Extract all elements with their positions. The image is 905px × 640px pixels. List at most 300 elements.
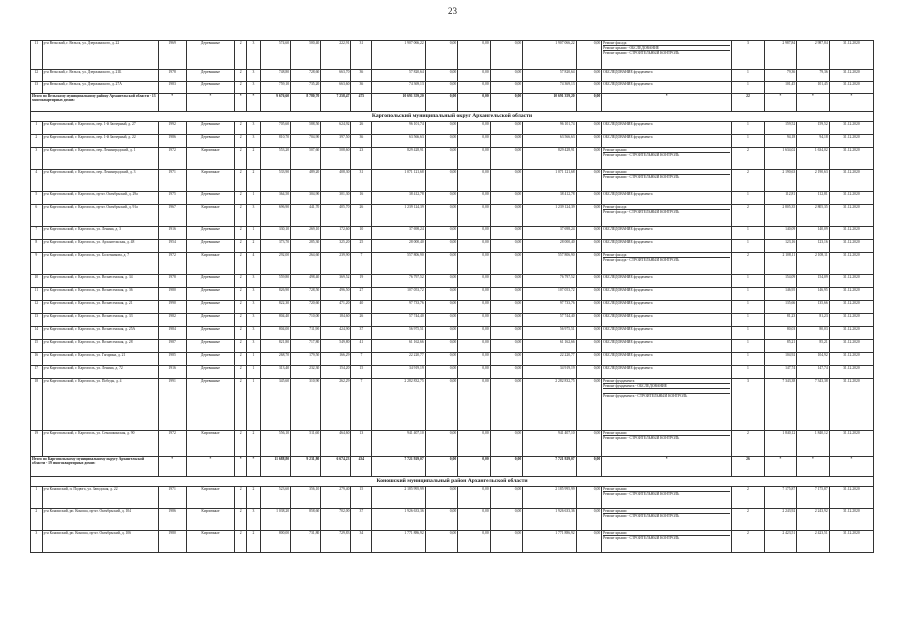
cell-f3: 0,00	[490, 192, 523, 205]
cell-no: 2	[31, 509, 43, 531]
cell-year: 1978	[158, 275, 186, 288]
works-cell	[602, 340, 732, 353]
cell-f5: 0,00	[576, 366, 602, 379]
cell-f4: 76 797,52	[523, 275, 576, 288]
cell-res: 26	[351, 205, 372, 227]
cell-a1: 523,60	[260, 487, 290, 509]
work-item: ОБСЛЕДОВАНИЕ фундамента	[603, 340, 653, 344]
cell-f2: 0,00	[458, 82, 491, 94]
cell-q: 1	[732, 135, 765, 148]
cell-year: 1954	[158, 240, 186, 253]
cell-a2: 264,60	[291, 253, 321, 275]
cell-f1: 0,00	[425, 487, 458, 509]
cell-f3: 0,00	[490, 240, 523, 253]
cell-cost: 61 162,66	[372, 340, 425, 353]
cell-addr: р-н Каргопольский, г. Каргополь, пер. Ленинградский, д. 3	[42, 170, 158, 192]
cell-a2: 728,50	[291, 288, 321, 301]
cell-u1: 2 243,92	[764, 509, 797, 531]
cell-u2: 123,16	[797, 240, 830, 253]
cell-res: 34	[351, 531, 372, 553]
cell-ent: 3	[246, 314, 260, 327]
table-row	[31, 135, 874, 148]
cell-u1: 123,16	[764, 240, 797, 253]
cell-year: 1987	[158, 340, 186, 353]
work-item: Ремонт фасада	[603, 205, 730, 210]
cell-u1: 140,09	[764, 227, 797, 240]
cell-f5: 0,00	[576, 509, 602, 531]
table-row	[31, 205, 874, 227]
cell-f5: 0,00	[576, 301, 602, 314]
cell-cost: 56 975,51	[372, 327, 425, 340]
cell-f2: 0,00	[458, 353, 491, 366]
total-label: Итого по Вельскому муниципальному району Архангельской области - 13 многоквартирных домов:	[31, 94, 159, 112]
cell-u1: 79,36	[764, 70, 797, 82]
cell-no: 5	[31, 192, 43, 205]
cell-cost: 829 428,91	[372, 148, 425, 170]
cell-date: 31.12.2020	[829, 192, 873, 205]
works-cell	[602, 431, 732, 457]
cell-wall: Кирпичные	[186, 253, 235, 275]
cell-f2: 0,00	[458, 301, 491, 314]
cell-addr: р-н Каргопольский, г. Каргополь, ул. Ленина, д. 3	[42, 227, 158, 240]
cell-addr: р-н Каргопольский, г. Каргополь, ул. Болотникова, д. 7	[42, 253, 158, 275]
cell-fl: 2	[235, 301, 247, 314]
cell-q: 1	[732, 353, 765, 366]
cell-u2: 81,23	[797, 314, 830, 327]
works-cell	[602, 327, 732, 340]
cell-res: 16	[351, 192, 372, 205]
work-item: Ремонт фасада - СТРОИТЕЛЬНЫЙ КОНТРОЛЬ	[603, 258, 680, 263]
cell-f5: 0,00	[576, 70, 602, 82]
table-section-velsky	[31, 41, 874, 94]
cell-a2: 507,60	[291, 148, 321, 170]
cell-cost: 22 220,77	[372, 353, 425, 366]
table-row	[31, 122, 874, 135]
cell-date: 31.12.2020	[829, 340, 873, 353]
cell-q: 1	[732, 366, 765, 379]
cell-a2: 731,80	[291, 531, 321, 553]
cell-u2: 7 175,87	[797, 487, 830, 509]
cell-u2: 1 634,02	[797, 148, 830, 170]
works-cell	[602, 148, 732, 170]
page-number: 23	[448, 6, 457, 16]
cell-addr: р-н Каргопольский, г. Каргополь, ул. Вознесенская, д. 34	[42, 275, 158, 288]
cell-q: 1	[732, 327, 765, 340]
cell-a2: 717,80	[291, 340, 321, 353]
cell-cost: 28 000,40	[372, 240, 425, 253]
cell-f3: 0,00	[490, 366, 523, 379]
cell-a2: 704,90	[291, 135, 321, 148]
cell-f1: 0,00	[425, 340, 458, 353]
cell-q: 1	[732, 288, 765, 301]
cell-wall: Деревянные	[186, 70, 235, 82]
cell-fl: 2	[235, 431, 247, 457]
cell-q: 2	[732, 509, 765, 531]
cell-u2: 147,74	[797, 366, 830, 379]
table-row	[31, 253, 874, 275]
cell-fl: 2	[235, 353, 247, 366]
cell-a1: 1 038,20	[260, 509, 290, 531]
cell-f4: 38 412,78	[523, 192, 576, 205]
cell-f5: 0,00	[576, 275, 602, 288]
work-item: Ремонт крыши - ОБСЛЕДОВАНИЕ	[603, 46, 730, 51]
cell-cost: 96 101,74	[372, 122, 425, 135]
cell-f1: 0,00	[425, 170, 458, 192]
cell-f5: 0,00	[576, 240, 602, 253]
total-row-kargopol: Итого по Каргопольскому муниципальному округу Архангельской области - 19 многоквартирных домов: * * * * 11 688,80 9 231,80 6 674,23 434 7 721 929,07 0,00 0,00 0,00 7 721 929,07 0,00 * 26 * * *	[31, 457, 874, 477]
table-row	[31, 170, 874, 192]
works-cell	[602, 70, 732, 82]
cell-a3: 262,29	[321, 379, 351, 431]
cell-wall: Деревянные	[186, 82, 235, 94]
cell-fl: 2	[235, 366, 247, 379]
cell-f2: 0,00	[458, 70, 491, 82]
cell-wall: Деревянные	[186, 227, 235, 240]
cell-date: 31.12.2020	[829, 122, 873, 135]
works-cell	[602, 192, 732, 205]
cell-f3: 0,00	[490, 327, 523, 340]
cell-ent: 3	[246, 509, 260, 531]
works-cell	[602, 509, 732, 531]
works-cell	[602, 353, 732, 366]
cell-fl: 2	[235, 275, 247, 288]
cell-f1: 0,00	[425, 70, 458, 82]
cell-wall: Кирпичные	[186, 205, 235, 227]
cell-res: 10	[351, 227, 372, 240]
cell-a2: 500,40	[291, 41, 321, 70]
work-item: Ремонт крыши - СТРОИТЕЛЬНЫЙ КОНТРОЛЬ	[603, 153, 680, 158]
cell-ent: 1	[246, 366, 260, 379]
cell-q: 1	[732, 70, 765, 82]
cell-f3: 0,00	[490, 135, 523, 148]
cell-f2: 0,00	[458, 253, 491, 275]
cell-q: 2	[732, 487, 765, 509]
cell-f4: 97 733,76	[523, 301, 576, 314]
capital-repair-table	[30, 40, 874, 553]
table-row	[31, 227, 874, 240]
cell-fl: 2	[235, 288, 247, 301]
cell-year: 1969	[158, 41, 186, 70]
cell-fl: 2	[235, 135, 247, 148]
cell-wall: Деревянные	[186, 192, 235, 205]
cell-a3: 508,60	[321, 148, 351, 170]
cell-f3: 0,00	[490, 379, 523, 431]
cell-u2: 112,81	[797, 192, 830, 205]
cell-f1: 0,00	[425, 366, 458, 379]
work-item: Ремонт фасада	[603, 253, 730, 258]
cell-f3: 0,00	[490, 253, 523, 275]
cell-no: 9	[31, 253, 43, 275]
cell-cost: 2 185 995,99	[372, 487, 425, 509]
cell-addr: р-н Каргопольский, г. Каргополь, ул. Вознесенская, д. 36	[42, 288, 158, 301]
cell-year: 1972	[158, 148, 186, 170]
table-row	[31, 148, 874, 170]
cell-u2: 94,18	[797, 135, 830, 148]
table-row	[31, 431, 874, 457]
cell-f4: 37 698,24	[523, 227, 576, 240]
cell-addr: р-н Каргопольский, г. Каргополь, ул. Вознесенская, д. 25А	[42, 327, 158, 340]
cell-f5: 0,00	[576, 531, 602, 553]
cell-u1: 159,52	[764, 122, 797, 135]
cell-f2: 0,00	[458, 531, 491, 553]
cell-fl: 2	[235, 327, 247, 340]
cell-q: 2	[732, 205, 765, 227]
cell-wall: Деревянные	[186, 41, 235, 70]
work-item: Ремонт крыши	[603, 431, 730, 436]
cell-year: 1983	[158, 82, 186, 94]
cell-ent: 1	[246, 227, 260, 240]
works-cell	[602, 531, 732, 553]
cell-wall: Кирпичные	[186, 431, 235, 457]
cell-f5: 0,00	[576, 148, 602, 170]
cell-fl: 2	[235, 148, 247, 170]
table-row	[31, 366, 874, 379]
cell-u1: 112,81	[764, 192, 797, 205]
cell-year: 1916	[158, 366, 186, 379]
cell-a1: 345,60	[260, 379, 290, 431]
cell-u2: 104,92	[797, 353, 830, 366]
cell-date: 31.12.2020	[829, 41, 873, 70]
cell-f2: 0,00	[458, 227, 491, 240]
cell-a3: 471,20	[321, 301, 351, 314]
cell-fl: 2	[235, 509, 247, 531]
cell-a1: 810,70	[260, 135, 290, 148]
cell-date: 31.12.2020	[829, 253, 873, 275]
cell-f2: 0,00	[458, 205, 491, 227]
table-row	[31, 314, 874, 327]
cell-f3: 0,00	[490, 82, 523, 94]
works-cell	[602, 379, 732, 431]
work-item: ОБСЛЕДОВАНИЕ фундамента	[603, 275, 653, 279]
cell-u1: 2 423,51	[764, 531, 797, 553]
work-item: ОБСЛЕДОВАНИЕ фундамента	[603, 227, 653, 231]
table-row	[31, 301, 874, 314]
cell-wall: Деревянные	[186, 353, 235, 366]
cell-f1: 0,00	[425, 148, 458, 170]
cell-q: 2	[732, 253, 765, 275]
cell-no: 19	[31, 431, 43, 457]
cell-date: 31.12.2020	[829, 170, 873, 192]
cell-addr: р-н Каргопольский, г. Каргополь, ул. Семашкинская, д. 90	[42, 431, 158, 457]
cell-f3: 0,00	[490, 431, 523, 457]
cell-no: 10	[31, 275, 43, 288]
cell-date: 31.12.2020	[829, 431, 873, 457]
cell-year: 1916	[158, 227, 186, 240]
cell-f2: 0,00	[458, 192, 491, 205]
cell-f1: 0,00	[425, 314, 458, 327]
cell-q: 1	[732, 192, 765, 205]
cell-f4: 57 820,64	[523, 70, 576, 82]
work-item: Ремонт крыши - СТРОИТЕЛЬНЫЙ КОНТРОЛЬ	[603, 51, 680, 56]
cell-wall: Деревянные	[186, 340, 235, 353]
cell-f2: 0,00	[458, 148, 491, 170]
cell-ent: 1	[246, 379, 260, 431]
cell-a1: 826,90	[260, 288, 290, 301]
cell-u2: 140,09	[797, 227, 830, 240]
cell-res: 37	[351, 327, 372, 340]
cell-date: 31.12.2020	[829, 379, 873, 431]
cell-f4: 1 771 886,92	[523, 531, 576, 553]
work-item: ОБСЛЕДОВАНИЕ фундамента	[603, 122, 653, 126]
cell-u1: 81,23	[764, 314, 797, 327]
cell-f4: 1 926 633,36	[523, 509, 576, 531]
cell-a1: 696,90	[260, 205, 290, 227]
work-item: ОБСЛЕДОВАНИЕ фундамента	[603, 288, 653, 292]
cell-a3: 222,91	[321, 41, 351, 70]
cell-f4: 1 239 124,39	[523, 205, 576, 227]
cell-no: 18	[31, 379, 43, 431]
cell-res: 36	[351, 135, 372, 148]
work-item: ОБСЛЕДОВАНИЕ фундамента	[603, 82, 653, 86]
cell-ent: 2	[246, 431, 260, 457]
cell-f3: 0,00	[490, 340, 523, 353]
cell-res: 19	[351, 275, 372, 288]
cell-f3: 0,00	[490, 314, 523, 327]
work-item: ОБСЛЕДОВАНИЕ фундамента	[603, 366, 653, 370]
cell-f1: 0,00	[425, 227, 458, 240]
cell-fl: 2	[235, 70, 247, 82]
cell-f3: 0,00	[490, 148, 523, 170]
cell-fl: 2	[235, 227, 247, 240]
cell-f3: 0,00	[490, 487, 523, 509]
cell-ent: 3	[246, 82, 260, 94]
cell-cost: 941 407,10	[372, 431, 425, 457]
cell-f5: 0,00	[576, 431, 602, 457]
work-item: Ремонт фундамента - ОБСЛЕДОВАНИЕ	[603, 384, 730, 389]
cell-a1: 748,80	[260, 70, 290, 82]
table-row	[31, 531, 874, 553]
cell-addr: р-н Коношский, п. Подюга, ул. Заводская, д. 22	[42, 487, 158, 509]
cell-res: 7	[351, 253, 372, 275]
cell-f3: 0,00	[490, 531, 523, 553]
cell-addr: р-н Каргопольский, г. Каргополь, ул. Ленина, д. 72	[42, 366, 158, 379]
cell-date: 31.12.2020	[829, 148, 873, 170]
cell-cost: 38 412,78	[372, 192, 425, 205]
cell-cost: 1 071 121,68	[372, 170, 425, 192]
cell-f2: 0,00	[458, 487, 491, 509]
cell-f3: 0,00	[490, 301, 523, 314]
cell-f3: 0,00	[490, 288, 523, 301]
cell-year: 1972	[158, 431, 186, 457]
table-section-konosha	[31, 487, 874, 553]
cell-a1: 313,40	[260, 366, 290, 379]
cell-fl: 2	[235, 170, 247, 192]
table-row	[31, 288, 874, 301]
cell-a2: 728,60	[291, 70, 321, 82]
cell-cost: 63 566,63	[372, 135, 425, 148]
cell-f2: 0,00	[458, 240, 491, 253]
cell-fl: 2	[235, 379, 247, 431]
cell-a2: 356,10	[291, 487, 321, 509]
work-item: Ремонт крыши - СТРОИТЕЛЬНЫЙ КОНТРОЛЬ	[603, 536, 680, 541]
table-row	[31, 509, 874, 531]
cell-a2: 735,20	[291, 82, 321, 94]
work-item: Ремонт крыши	[603, 170, 730, 175]
cell-u2: 79,36	[797, 70, 830, 82]
cell-res: 37	[351, 509, 372, 531]
cell-no: 3	[31, 531, 43, 553]
cell-addr: р-н Каргопольский, г. Каргополь, пер. 1-й Заозерный, д. 22	[42, 135, 158, 148]
cell-a2: 310,90	[291, 379, 321, 431]
cell-u1: 2 108,11	[764, 253, 797, 275]
cell-f5: 0,00	[576, 288, 602, 301]
cell-addr: р-н Каргопольский, г. Каргополь, пр-кт. Октябрьский, д. 29а	[42, 192, 158, 205]
cell-f1: 0,00	[425, 205, 458, 227]
cell-year: 1967	[158, 205, 186, 227]
cell-a3: 663,60	[321, 82, 351, 94]
cell-f4: 61 162,66	[523, 340, 576, 353]
cell-year: 1986	[158, 135, 186, 148]
table-row	[31, 327, 874, 340]
cell-res: 13	[351, 431, 372, 457]
cell-res: 31	[351, 41, 372, 70]
cell-u2: 146,95	[797, 288, 830, 301]
work-item: ОБСЛЕДОВАНИЕ фундамента	[603, 314, 653, 318]
cell-f2: 0,00	[458, 366, 491, 379]
table-row	[31, 82, 874, 94]
cell-f3: 0,00	[490, 227, 523, 240]
work-item: Ремонт фундамента - СТРОИТЕЛЬНЫЙ КОНТРОЛЬ	[603, 394, 688, 399]
work-item: ОБСЛЕДОВАНИЕ фундамента	[603, 327, 653, 331]
cell-ent: 3	[246, 275, 260, 288]
cell-f5: 0,00	[576, 135, 602, 148]
cell-f4: 34 919,19	[523, 366, 576, 379]
cell-a1: 705,60	[260, 122, 290, 135]
works-cell	[602, 41, 732, 70]
cell-u2: 1 840,12	[797, 431, 830, 457]
cell-date: 31.12.2020	[829, 288, 873, 301]
cell-f1: 0,00	[425, 135, 458, 148]
cell-a3: 397,50	[321, 135, 351, 148]
cell-u2: 85,21	[797, 340, 830, 353]
cell-u2: 2 190,63	[797, 170, 830, 192]
cell-year: 1991	[158, 379, 186, 431]
work-item: Ремонт крыши - СТРОИТЕЛЬНЫЙ КОНТРОЛЬ	[603, 175, 680, 180]
cell-a1: 804,00	[260, 327, 290, 340]
cell-addr: р-н Каргопольский, г. Каргополь, ул. Победы, д. 4	[42, 379, 158, 431]
works-cell	[602, 301, 732, 314]
cell-cost: 2 282 832,75	[372, 379, 425, 431]
cell-q: 2	[732, 431, 765, 457]
cell-a2: 511,60	[291, 431, 321, 457]
works-cell	[602, 253, 732, 275]
cell-q: 3	[732, 41, 765, 70]
cell-a1: 821,80	[260, 340, 290, 353]
cell-year: 1982	[158, 314, 186, 327]
cell-f3: 0,00	[490, 275, 523, 288]
cell-a3: 239,90	[321, 253, 351, 275]
cell-f5: 0,00	[576, 353, 602, 366]
cell-f3: 0,00	[490, 170, 523, 192]
cell-a3: 172,60	[321, 227, 351, 240]
cell-q: 1	[732, 82, 765, 94]
cell-year: 1984	[158, 327, 186, 340]
cell-addr: р-н Каргопольский, г. Каргополь, ул. Вознесенская, д. 21	[42, 301, 158, 314]
cell-a1: 292,00	[260, 253, 290, 275]
cell-no: 1	[31, 487, 43, 509]
cell-u2: 2 805,35	[797, 205, 830, 227]
cell-no: 12	[31, 301, 43, 314]
cell-u1: 80,03	[764, 327, 797, 340]
cell-date: 31.12.2020	[829, 82, 873, 94]
cell-no: 11	[31, 288, 43, 301]
cell-no: 8	[31, 240, 43, 253]
cell-date: 31.12.2020	[829, 135, 873, 148]
cell-year: 1978	[158, 70, 186, 82]
cell-a2: 441,70	[291, 205, 321, 227]
cell-a1: 556,10	[260, 431, 290, 457]
cell-date: 31.12.2020	[829, 240, 873, 253]
